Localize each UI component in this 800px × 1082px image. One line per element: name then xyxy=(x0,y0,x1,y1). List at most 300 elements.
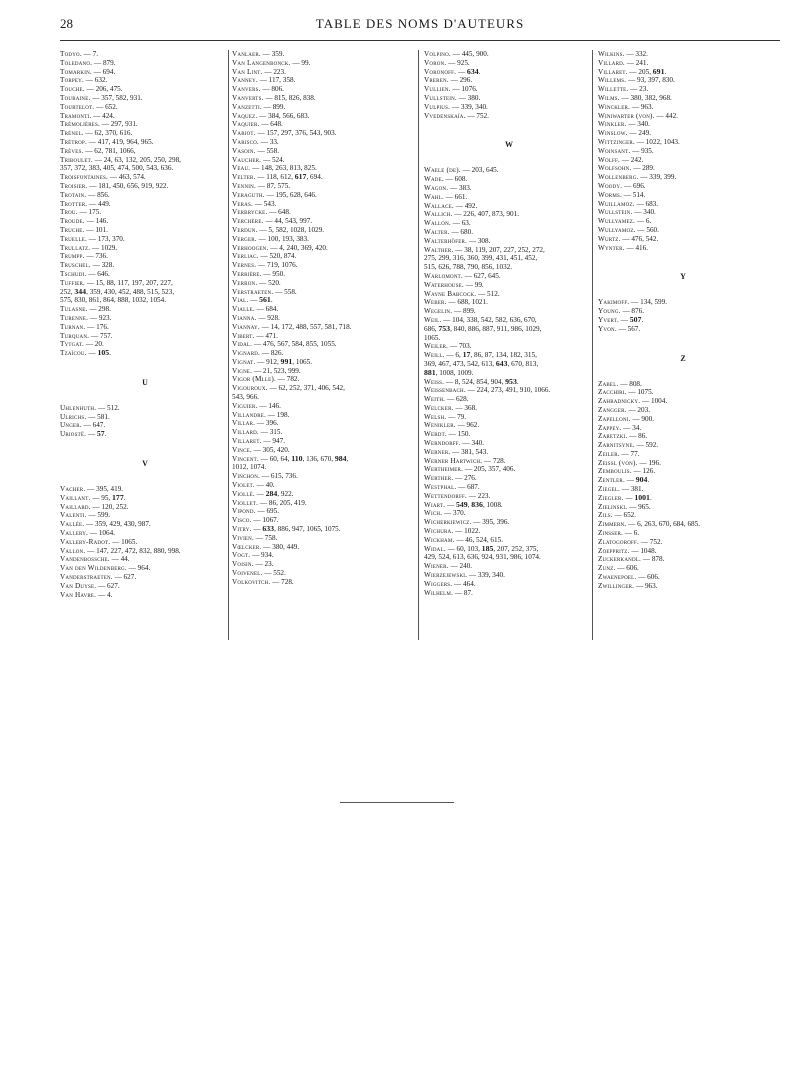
index-entry xyxy=(60,555,230,564)
page-refs: — 175. xyxy=(77,208,102,217)
page-refs: 357, 372, 383, 405, 474, 500, 543, 636. xyxy=(60,164,174,173)
page-ref-bold: 57 xyxy=(96,429,105,439)
index-entry xyxy=(232,402,402,411)
index-entry xyxy=(424,457,594,466)
page-refs: — 558. xyxy=(255,146,280,155)
section-letter: W xyxy=(505,140,513,150)
index-entry xyxy=(232,393,402,402)
page-refs: — 934. xyxy=(250,551,274,560)
page-refs: — 680. xyxy=(449,227,473,236)
page-refs: , 694. xyxy=(306,173,323,182)
page-refs: — 77. xyxy=(619,449,640,458)
index-entry xyxy=(598,450,768,459)
author-name: Verchère. xyxy=(232,217,264,226)
page-refs: — 4, 240, 369, 420. xyxy=(268,243,328,252)
index-entry xyxy=(60,138,230,147)
page-refs: — xyxy=(248,296,260,305)
page-refs: — 241. xyxy=(624,58,649,67)
page-refs: — 442. xyxy=(654,111,678,120)
author-name: Troisier. xyxy=(60,181,88,190)
author-name: Wettendorff. xyxy=(424,491,467,500)
index-entry xyxy=(424,228,594,237)
author-name: Wallich. xyxy=(424,210,453,219)
page-refs: — 240. xyxy=(448,562,473,571)
author-name: Walterhöfer. xyxy=(424,236,468,245)
author-name: Volkovitch. xyxy=(232,577,271,586)
index-entry xyxy=(232,103,402,112)
index-entry xyxy=(424,571,594,580)
author-name: Triboulet. xyxy=(60,155,93,164)
page-refs: — 757. xyxy=(89,331,113,340)
page-ref-bold: 105 xyxy=(97,348,110,358)
page-refs: — 687. xyxy=(456,483,480,492)
author-name: Weill. xyxy=(424,351,445,360)
index-entry xyxy=(232,323,402,332)
index-entry xyxy=(424,307,594,316)
page-refs: . xyxy=(649,493,652,502)
index-entry xyxy=(60,547,230,556)
page-ref-bold: 344 xyxy=(74,286,87,296)
index-entry xyxy=(60,200,230,209)
author-name: Widal. xyxy=(424,544,446,553)
author-name: Winckler. xyxy=(598,102,631,111)
author-name: Veras. xyxy=(232,199,253,208)
index-entry xyxy=(598,529,768,538)
index-entry xyxy=(424,404,594,413)
index-entry xyxy=(232,200,402,209)
author-name: Truelle. xyxy=(60,234,87,243)
index-entry xyxy=(598,325,768,334)
index-entry xyxy=(60,349,230,358)
page-refs: — 900. xyxy=(630,414,654,423)
author-name: Tourtelot. xyxy=(60,102,95,111)
page-refs: — 935. xyxy=(630,146,654,155)
index-entry xyxy=(60,564,230,573)
index-entry xyxy=(598,467,768,476)
index-entry xyxy=(598,503,768,512)
index-entry xyxy=(424,246,594,255)
author-name: Zinsser. xyxy=(598,529,624,538)
author-name: Zahradnicky. xyxy=(598,397,641,406)
index-entry xyxy=(60,494,230,503)
index-entry xyxy=(598,298,768,307)
author-name: Zemboulis. xyxy=(598,467,632,476)
index-entry xyxy=(60,173,230,182)
page-refs: — 1064. xyxy=(88,529,115,538)
author-name: Vanlaer. xyxy=(232,50,261,58)
index-entry xyxy=(424,290,594,299)
page-refs: 369, 467, 473, 542, 613, xyxy=(424,359,496,368)
page-refs: — 289. xyxy=(631,164,655,173)
index-entry xyxy=(60,156,230,165)
index-entry xyxy=(424,219,594,228)
page-refs: — 146. xyxy=(257,401,281,410)
author-name: Vernes. xyxy=(232,261,257,270)
author-name: Wiart. xyxy=(424,500,446,509)
page-refs: — 1029. xyxy=(90,243,118,252)
page-refs: — 560. xyxy=(635,225,659,234)
author-name: Werndorff. xyxy=(424,439,461,448)
author-name: Zunz. xyxy=(598,564,616,573)
author-name: Trumpp. xyxy=(60,252,85,261)
index-entry xyxy=(60,261,230,270)
index-entry xyxy=(60,582,230,591)
page-refs: — 146. xyxy=(84,217,109,226)
index-entry xyxy=(232,525,402,534)
index-column-2 xyxy=(232,50,402,587)
author-name: Toledano. xyxy=(60,58,93,67)
page-refs: — xyxy=(254,489,266,498)
page-refs: — 60, 103, xyxy=(445,544,482,553)
index-entry xyxy=(598,388,768,397)
page-refs: — 87. xyxy=(453,588,473,597)
page-refs: — xyxy=(624,476,636,485)
author-name: Verhoogen. xyxy=(232,243,269,252)
index-entry xyxy=(60,182,230,191)
page-ref-bold: 643 xyxy=(495,358,508,368)
author-name: Vvedenskaïa. xyxy=(424,111,466,120)
index-entry xyxy=(424,342,594,351)
index-entry xyxy=(232,516,402,525)
page-refs: — 34. xyxy=(621,423,642,432)
page-refs: — 752. xyxy=(639,537,663,546)
page-refs: — 6. xyxy=(635,217,652,226)
index-entry xyxy=(424,166,594,175)
index-entry xyxy=(424,536,594,545)
page-refs: — 728. xyxy=(270,577,294,586)
page-refs: — 879. xyxy=(92,58,116,67)
author-name: Wullyamoz. xyxy=(598,225,636,234)
author-name: Visco. xyxy=(232,516,252,525)
page-refs: — 928. xyxy=(256,313,280,322)
author-name: Werner. xyxy=(424,447,451,456)
page-refs: — 476, 542. xyxy=(620,234,659,243)
page-refs: — 396. xyxy=(255,419,279,428)
author-name: Wiener. xyxy=(424,562,449,571)
index-entry xyxy=(424,421,594,430)
index-entry xyxy=(424,175,594,184)
page-refs: — 463, 574. xyxy=(107,173,146,182)
index-entry xyxy=(424,85,594,94)
page-refs: — 86, 205, 419. xyxy=(258,498,307,507)
page-refs: — 464. xyxy=(452,579,476,588)
page-refs: . xyxy=(123,493,126,502)
author-name: Verrière. xyxy=(232,269,262,278)
index-entry xyxy=(598,406,768,415)
index-entry xyxy=(424,492,594,501)
index-entry xyxy=(424,501,594,510)
author-name: Violet. xyxy=(232,481,255,490)
author-name: Uhlenhuth. xyxy=(60,403,97,412)
author-name: Zlatogoroff. xyxy=(598,537,640,546)
author-name: Viollet. xyxy=(232,498,259,507)
index-entry xyxy=(232,173,402,182)
author-name: Werther. xyxy=(424,474,454,483)
index-entry xyxy=(424,518,594,527)
author-name: Vigor (Mlle). xyxy=(232,375,276,384)
author-name: Vanvers. xyxy=(232,85,261,94)
author-name: Young. xyxy=(598,307,621,316)
page-header xyxy=(60,14,780,41)
index-entry xyxy=(232,129,402,138)
author-name: Zwillinger. xyxy=(598,581,635,590)
author-name: Van den Wildenberg. xyxy=(60,564,127,573)
author-name: Wilhelm. xyxy=(424,588,454,597)
page-refs: , 359, 430, 452, 488, 515, 523, xyxy=(86,287,175,296)
index-entry xyxy=(598,538,768,547)
author-name: Weil. xyxy=(424,315,442,324)
page-refs: — xyxy=(623,493,635,502)
index-entry xyxy=(232,367,402,376)
page-refs: — 38, 119, 207, 227, 252, 272, xyxy=(453,245,545,254)
page-ref-bold: 284 xyxy=(265,488,278,498)
index-entry xyxy=(60,147,230,156)
index-entry xyxy=(424,465,594,474)
author-name: Wallace. xyxy=(424,201,454,210)
page-refs: — 627. xyxy=(112,573,137,582)
page-ref-bold: 177 xyxy=(112,492,124,502)
author-name: Tytgat. xyxy=(60,340,84,349)
author-name: Veau. xyxy=(232,164,251,173)
page-refs: — 370. xyxy=(442,509,466,518)
index-entry xyxy=(598,50,768,59)
index-entry xyxy=(60,244,230,253)
page-refs: — 6, xyxy=(444,351,463,360)
page-refs: — 315. xyxy=(258,428,283,437)
author-name: Voronoff. xyxy=(424,67,457,76)
page-refs: — 328. xyxy=(90,261,115,270)
author-name: Zaretzki. xyxy=(598,432,628,441)
index-entry xyxy=(598,459,768,468)
author-name: Ziegel. xyxy=(598,485,621,494)
author-name: Voron. xyxy=(424,58,447,67)
index-entry xyxy=(232,332,402,341)
index-entry xyxy=(424,448,594,457)
index-entry xyxy=(598,85,768,94)
index-entry xyxy=(232,455,402,464)
page-refs: — 368. xyxy=(453,403,477,412)
page-refs: — 1022. xyxy=(453,527,481,536)
page-ref-bold: 617 xyxy=(294,172,307,182)
index-entry xyxy=(232,252,402,261)
index-entry xyxy=(598,173,768,182)
author-name: Villaret. xyxy=(598,67,628,76)
index-entry xyxy=(598,138,768,147)
author-name: Verstraeten. xyxy=(232,287,274,296)
author-name: Turnan. xyxy=(60,322,86,331)
page-refs: — 198. xyxy=(265,410,290,419)
index-entry xyxy=(232,120,402,129)
page-refs: — 417, 419, 964, 965. xyxy=(86,137,154,146)
index-entry xyxy=(232,534,402,543)
page-refs: — 126. xyxy=(631,467,656,476)
author-name: Trémolières. xyxy=(60,120,100,129)
page-refs: — 381, 543. xyxy=(450,447,489,456)
page-refs: — 1075. xyxy=(626,388,654,397)
index-entry xyxy=(424,325,594,334)
page-refs: — 242. xyxy=(620,155,644,164)
index-entry xyxy=(424,237,594,246)
author-name: Vivien. xyxy=(232,533,254,542)
index-entry xyxy=(598,582,768,591)
index-entry xyxy=(232,314,402,323)
index-entry xyxy=(60,511,230,520)
index-entry xyxy=(598,573,768,582)
index-entry xyxy=(598,147,768,156)
page-refs: 686, xyxy=(424,324,439,333)
index-entry xyxy=(598,217,768,226)
author-name: Vallery. xyxy=(60,529,89,538)
page-refs: — 592. xyxy=(634,441,659,450)
index-entry xyxy=(60,103,230,112)
index-entry xyxy=(424,386,594,395)
page-refs: — 120, 252. xyxy=(90,502,129,511)
author-name: Vince. xyxy=(232,445,252,454)
author-name: Yvon. xyxy=(598,324,617,333)
author-name: Vulpius. xyxy=(424,102,451,111)
page-refs: — 359. xyxy=(260,50,285,58)
page-refs: — 14, 172, 488, 557, 581, 718. xyxy=(259,322,352,331)
author-name: Zabel. xyxy=(598,379,619,388)
index-entry xyxy=(424,184,594,193)
index-entry xyxy=(232,428,402,437)
page-refs: — 694. xyxy=(91,67,116,76)
index-entry xyxy=(232,340,402,349)
page-refs: — 1048. xyxy=(629,546,657,555)
page-refs: — 44. xyxy=(109,555,130,564)
index-entry xyxy=(598,441,768,450)
page-refs: — 8, 524, 854, 904, xyxy=(444,377,506,386)
author-name: Trullatz. xyxy=(60,243,91,252)
index-entry xyxy=(60,591,230,600)
index-entry xyxy=(598,235,768,244)
author-name: Welsh. xyxy=(424,412,447,421)
page-refs: — 648. xyxy=(267,208,291,217)
index-entry xyxy=(60,59,230,68)
author-name: Vincent. xyxy=(232,454,259,463)
author-name: Waele (de). xyxy=(424,166,461,175)
index-entry xyxy=(232,411,402,420)
index-entry xyxy=(60,421,230,430)
index-entry xyxy=(232,147,402,156)
page-refs: — 581. xyxy=(86,412,110,421)
page-refs: , 886, 947, 1065, 1075. xyxy=(274,525,341,534)
page-refs: , 86, 87, 134, 182, 315, xyxy=(470,351,537,360)
page-refs: — 23. xyxy=(253,560,274,569)
page-refs: , xyxy=(346,454,349,463)
author-name: Wynter. xyxy=(598,243,625,252)
index-entry xyxy=(598,564,768,573)
author-name: Winslow. xyxy=(598,129,628,138)
page-ref-bold: 753 xyxy=(438,323,451,333)
page-refs: — 148, 263, 813, 825. xyxy=(250,164,317,173)
page-refs: — 950. xyxy=(261,269,285,278)
author-name: Wallon. xyxy=(424,219,451,228)
page-refs: — 195, 628, 646. xyxy=(264,190,317,199)
index-entry xyxy=(232,446,402,455)
index-entry xyxy=(598,76,768,85)
index-entry xyxy=(598,59,768,68)
page-refs: — 552. xyxy=(262,569,286,578)
author-name: Wilkins. xyxy=(598,50,625,58)
page-refs: , 1008, 1009. xyxy=(435,368,474,377)
page-refs: — 87, 575. xyxy=(255,181,291,190)
page-refs: — 101. xyxy=(84,225,108,234)
index-entry xyxy=(598,103,768,112)
index-entry xyxy=(232,560,402,569)
index-entry xyxy=(598,494,768,503)
index-entry xyxy=(60,404,230,413)
page-refs: — 340. xyxy=(626,120,650,129)
author-name: Unger. xyxy=(60,421,82,430)
page-refs: — 21, 523, 999. xyxy=(252,366,301,375)
page-refs: — 6, 263, 670, 684, 685. xyxy=(626,520,701,529)
author-name: Welcker. xyxy=(424,403,454,412)
author-name: Wolfsohn. xyxy=(598,164,632,173)
author-name: Zils. xyxy=(598,511,613,520)
author-name: Wullyamez. xyxy=(598,217,636,226)
index-entry xyxy=(424,562,594,571)
page-refs: — 44, 543, 997. xyxy=(263,217,313,226)
index-entry xyxy=(232,472,402,481)
index-entry xyxy=(60,538,230,547)
page-refs: — 806. xyxy=(260,85,284,94)
page-refs: — 647. xyxy=(81,421,106,430)
author-name: Touche. xyxy=(60,85,85,94)
page-refs: — 512. xyxy=(96,403,120,412)
page-refs: — 1022, 1043. xyxy=(634,137,680,146)
page-refs: — 104, 338, 542, 582, 636, 670, xyxy=(441,315,537,324)
author-name: Zwaenepoel. xyxy=(598,573,637,582)
page-refs: — 384, 566, 683. xyxy=(257,111,310,120)
author-name: Touraine. xyxy=(60,93,91,102)
author-name: Woinsant. xyxy=(598,146,631,155)
index-entry xyxy=(424,59,594,68)
page-ref-bold: 953 xyxy=(505,376,517,386)
index-entry xyxy=(60,235,230,244)
index-entry xyxy=(232,507,402,516)
author-name: Weber. xyxy=(424,298,447,307)
index-entry xyxy=(598,307,768,316)
page-refs: — 627, 645. xyxy=(462,271,501,280)
index-entry xyxy=(424,298,594,307)
page-refs: — 380, 382, 968. xyxy=(619,93,672,102)
index-entry xyxy=(424,112,594,121)
index-entry xyxy=(60,485,230,494)
author-name: Vennin. xyxy=(232,181,256,190)
page-refs: — 150. xyxy=(446,430,471,439)
page-ref-bold: 633 xyxy=(262,524,275,534)
page-refs: , xyxy=(467,500,472,509)
author-name: Torpey. xyxy=(60,76,84,85)
index-entry xyxy=(424,439,594,448)
page-refs: — 224, 273, 491, 910, 1066. xyxy=(465,386,551,395)
page-refs: — 652. xyxy=(94,102,118,111)
page-refs: — 856. xyxy=(86,190,110,199)
author-name: Winiwarter (von). xyxy=(598,111,655,120)
page-refs: — 62, 781, 1066, xyxy=(83,146,136,155)
page-refs: — 157, 297, 376, 543, 903. xyxy=(255,129,337,138)
page-refs: — 60, 64, xyxy=(258,454,292,463)
index-entry xyxy=(232,358,402,367)
index-entry xyxy=(232,112,402,121)
author-name: Valenti. xyxy=(60,511,87,520)
index-entry xyxy=(232,217,402,226)
author-name: Vanverts. xyxy=(232,93,264,102)
index-entry xyxy=(232,437,402,446)
author-name: Varisco. xyxy=(232,137,259,146)
author-name: Weiler. xyxy=(424,342,449,351)
